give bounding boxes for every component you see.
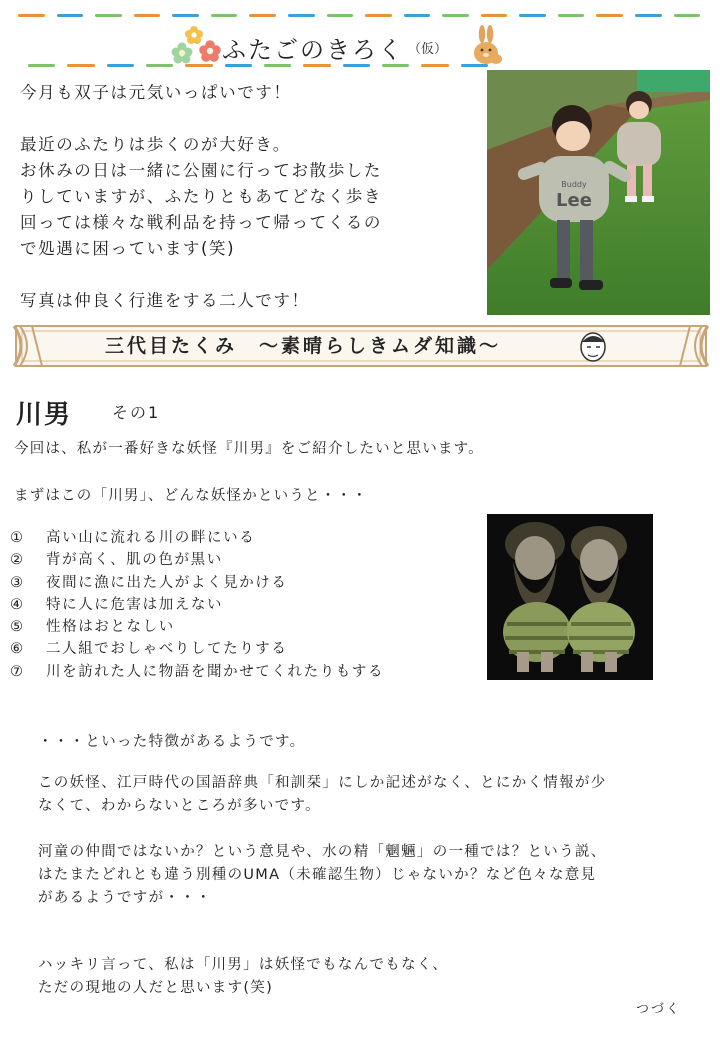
paragraph-line: があるようですが・・・ <box>38 890 212 906</box>
paragraph-1 <box>38 731 710 754</box>
list-item: ③ 夜間に漁に出た人がよく見かける <box>10 574 288 591</box>
shirt-text-small: Buddy <box>561 180 587 189</box>
list-item: ⑦ 川を訪れた人に物語を聞かせてくれたりもする <box>10 663 385 680</box>
shirt-text-large: Lee <box>556 190 592 211</box>
list-item: ⑤ 性格はおとなしい <box>10 619 175 636</box>
section-title: 川男 <box>16 400 73 430</box>
intro-line: 写真は仲良く行進をする二人です！ <box>20 291 310 310</box>
top-dashed-rule <box>18 14 700 17</box>
face-doodle-icon <box>581 333 605 361</box>
intro-text <box>20 80 465 314</box>
intro-line: りしていますが、ふたりともあてどなく歩き <box>20 187 382 206</box>
intro-line: 最近のふたりは歩くのが大好き。 <box>20 135 291 154</box>
banner-title: 三代目たくみ ～素晴らしきムダ知識～ <box>105 335 502 357</box>
section-subtitle: その1 <box>112 403 161 422</box>
list-item: ① 高い山に流れる川の畔にいる <box>10 530 256 546</box>
lead-text: 今回は、私が一番好きな妖怪『川男』をご紹介したいと思います。 <box>14 441 484 457</box>
list-item: ⑥ 二人組でおしゃべりしてたりする <box>10 641 288 658</box>
paragraph-line: ハッキリ言って、私は「川男」は妖怪でもなんでもなく、 <box>38 957 449 973</box>
list-item: ② 背が高く、肌の色が黒い <box>10 552 223 569</box>
intro-line: で処遇に困っています(笑) <box>20 239 236 258</box>
paragraph-line: ただの現地の人だと思います(笑) <box>38 980 274 996</box>
rabbit-icon <box>465 25 509 69</box>
page-title: ふたごのきろく <box>222 35 404 64</box>
intro-line: 今月も双子は元気いっぱいです！ <box>20 83 292 102</box>
page-title-note: （仮） <box>408 41 448 57</box>
intro-line: お休みの日は一緒に公園に行ってお散歩した <box>20 161 382 180</box>
paragraph-line: この妖怪、江戸時代の国語辞典「和訓栞」にしか記述がなく、とにかく情報が少 <box>38 775 607 791</box>
paragraph-4 <box>38 954 710 1000</box>
paragraph-line: 河童の仲間ではないか？という意見や、水の精「魍魎」の一種では？という説、 <box>38 844 607 860</box>
lead-text-2: まずはこの「川男」、どんな妖怪かというと・・・ <box>14 488 368 504</box>
kawaotoko-illustration <box>487 514 653 680</box>
list-item: ④ 特に人に危害は加えない <box>10 596 224 613</box>
title-dashed-rule <box>28 64 488 67</box>
paragraph-line: ・・・といった特徴があるようです。 <box>38 734 306 750</box>
to-be-continued: つづく <box>636 1002 682 1017</box>
intro-line: 回っては様々な戦利品を持って帰ってくるの <box>20 213 382 232</box>
twins-photo <box>487 70 710 315</box>
feature-list <box>10 527 384 683</box>
paragraph-line: はたまたどれとも違う別種のUMA（未確認生物）じゃないか？など色々な意見 <box>38 867 597 883</box>
flower-icon <box>170 25 222 69</box>
paragraph-line: なくて、わからないところが多いです。 <box>38 798 321 814</box>
paragraph-2 <box>38 772 710 818</box>
paragraph-3 <box>38 841 710 910</box>
